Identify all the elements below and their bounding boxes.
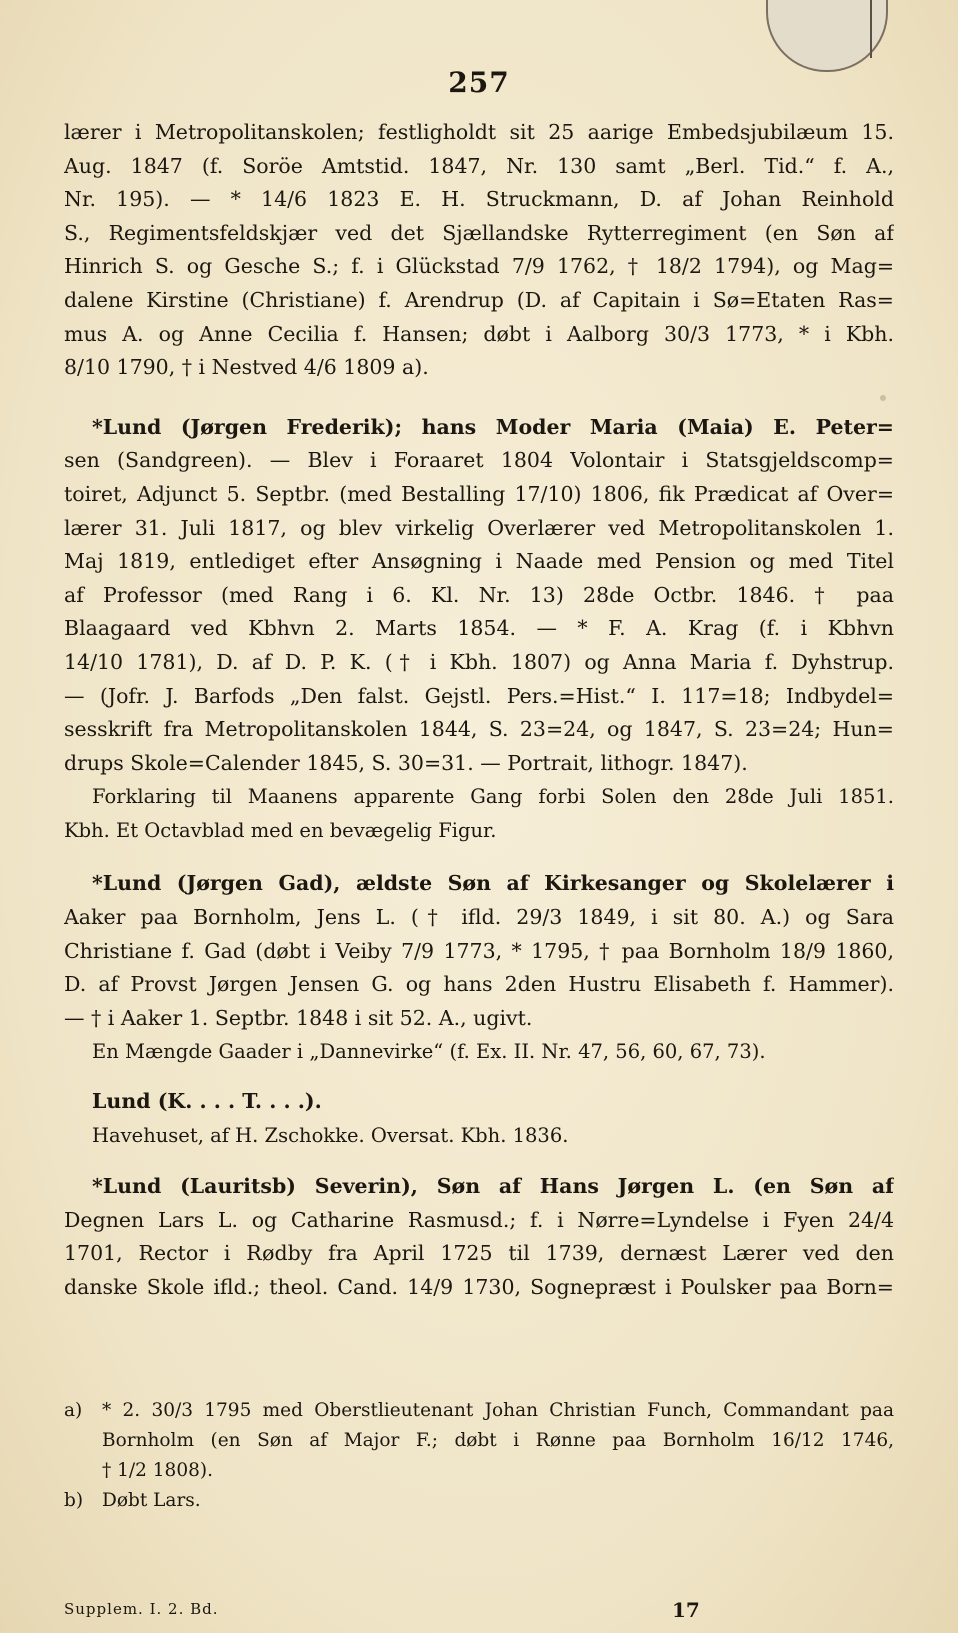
text-line: Degnen Lars L. og Catharine Rasmusd.; f. i Nørre=Lyndelse i Fyen 24/4 [64, 1207, 894, 1232]
text-line: drups Skole=Calender 1845, S. 30=31. — Portrait, lithogr. 1847). [64, 750, 748, 775]
text-line: Aaker paa Bornholm, Jens L. († ifld. 29/3 1849, i sit 80. A.) og Sara [64, 905, 894, 930]
text-line: sesskrift fra Metropolitanskolen 1844, S. 23=24, og 1847, S. 23=24; Hun= [64, 717, 894, 742]
entry-heading: Lund (K. . . . T. . . .). [92, 1089, 322, 1114]
entry-heading: *Lund (Lauritsb) Severin), Søn af Hans Jørgen L. (en Søn af [92, 1174, 894, 1199]
footnote-text: * 2. 30/3 1795 med Oberstlieutenant Johan Christian Funch, Commandant paa [102, 1400, 894, 1421]
text-line: 14/10 1781), D. af D. P. K. († i Kbh. 1807) og Anna Maria f. Dyhstrup. [64, 649, 894, 674]
text-line: Nr. 195). — * 14/6 1823 E. H. Struckmann, D. af Johan Reinhold [64, 187, 894, 212]
footnote-text: Døbt Lars. [102, 1490, 201, 1511]
text-line: danske Skole ifld.; theol. Cand. 14/9 1730, Sognepræst i Poulsker paa Born= [64, 1275, 894, 1299]
footnote-a-line [64, 1396, 894, 1426]
page-tab-line [870, 0, 872, 58]
text-line: 8/10 1790, † i Nestved 4/6 1809 a). [64, 355, 429, 380]
footnote-b-line [64, 1486, 894, 1516]
entry-continuation [64, 116, 894, 385]
text-line: Maj 1819, entlediget efter Ansøgning i Naade med Pension og med Titel [64, 549, 894, 574]
text-line: sen (Sandgreen). — Blev i Foraaret 1804 Volontair i Statsgjeldscomp= [64, 448, 894, 473]
footnote-label: b) [64, 1490, 84, 1511]
bibliography-note: Forklaring til Maanens apparente Gang forbi Solen den 28de Juli 1851. [92, 785, 894, 809]
text-line: — † i Aaker 1. Septbr. 1848 i sit 52. A., ugivt. [64, 1005, 533, 1030]
text-line: — (Jofr. J. Barfods „Den falst. Gejstl. Pers.=Hist.“ I. 117=18; Indbydel= [64, 683, 894, 708]
printer-signature: Supplem. I. 2. Bd. [64, 1600, 219, 1618]
text-line: lærer i Metropolitanskolen; festligholdt sit 25 aarige Embedsjubilæum 15. [64, 120, 894, 144]
text-line: Aug. 1847 (f. Soröe Amtstid. 1847, Nr. 130 samt „Berl. Tid.“ f. A., [64, 153, 894, 178]
text-line: lærer 31. Juli 1817, og blev virkelig Overlærer ved Metropolitanskolen 1. [64, 515, 894, 540]
text-line: dalene Kirstine (Christiane) f. Arendrup (D. af Capitain i Sø=Etaten Ras= [64, 287, 894, 312]
signature-number: 17 [672, 1598, 700, 1622]
bibliography-note: Kbh. Et Octavblad med en bevægelig Figur. [64, 818, 497, 842]
bibliography-note: Havehuset, af H. Zschokke. Oversat. Kbh. 1836. [92, 1123, 569, 1147]
page-number: 257 [448, 66, 510, 99]
entry-lund-lauritz-severin [64, 1170, 894, 1304]
text-line: toiret, Adjunct 5. Septbr. (med Bestalling 17/10) 1806, fik Prædicat af Over= [64, 481, 894, 506]
footnote-text: † 1/2 1808). [102, 1460, 213, 1481]
text-line: Hinrich S. og Gesche S.; f. i Glückstad 7/9 1762, † 18/2 1794), og Mag= [64, 254, 894, 279]
entry-heading: *Lund (Jørgen Frederik); hans Moder Maria (Maia) E. Peter= [92, 414, 894, 439]
entry-lund-jorgen-frederik [64, 411, 894, 848]
text-line: af Professor (med Rang i 6. Kl. Nr. 13) 28de Octbr. 1846. † paa [64, 582, 894, 607]
footnote-text: Bornholm (en Søn af Major F.; døbt i Rønne paa Bornholm 16/12 1746, [102, 1430, 894, 1451]
text-line: D. af Provst Jørgen Jensen G. og hans 2den Hustru Elisabeth f. Hammer). [64, 972, 894, 997]
entry-lund-k-t [64, 1085, 894, 1152]
entry-lund-jorgen-gad [64, 867, 894, 1069]
text-line: Christiane f. Gad (døbt i Veiby 7/9 1773, * 1795, † paa Bornholm 18/9 1860, [64, 938, 894, 963]
entry-heading: *Lund (Jørgen Gad), ældste Søn af Kirkesanger og Skolelærer i [92, 871, 894, 896]
text-line: S., Regimentsfeldskjær ved det Sjællandske Rytterregiment (en Søn af [64, 220, 894, 245]
text-line: Blaagaard ved Kbhvn 2. Marts 1854. — * F. A. Krag (f. i Kbhvn [64, 616, 894, 641]
text-line: mus A. og Anne Cecilia f. Hansen; døbt i Aalborg 30/3 1773, * i Kbh. [64, 321, 894, 346]
bibliography-note: En Mængde Gaader i „Dannevirke“ (f. Ex. II. Nr. 47, 56, 60, 67, 73). [92, 1040, 766, 1064]
text-line: 1701, Rector i Rødby fra April 1725 til 1739, dernæst Lærer ved den [64, 1241, 894, 1266]
main-text-column [64, 116, 894, 1305]
footnote-label: a) [64, 1400, 83, 1421]
footnotes [64, 1396, 894, 1516]
